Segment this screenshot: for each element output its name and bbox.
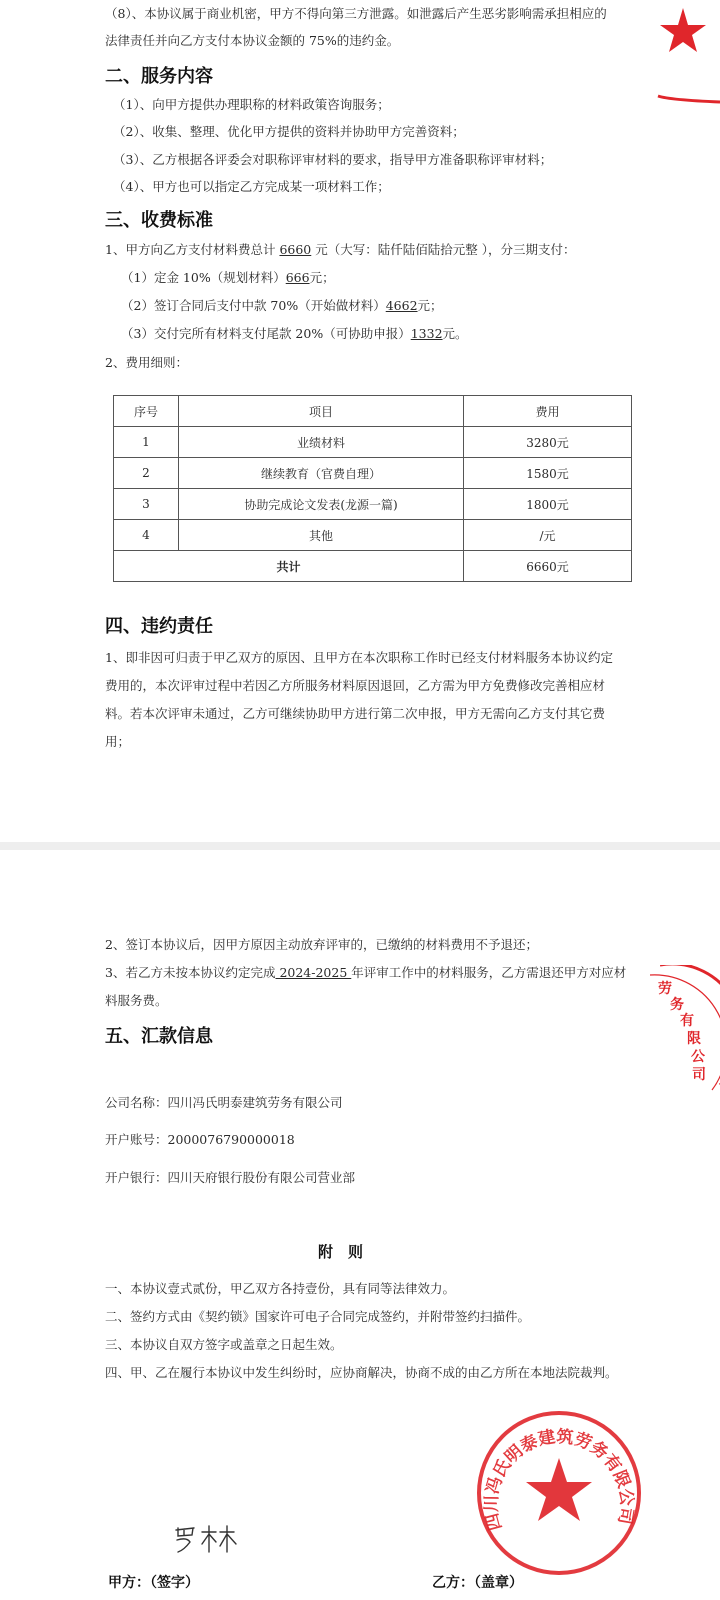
section-3-title: 三、收费标准 [105, 210, 213, 231]
table-cell: 3280元 [464, 427, 632, 458]
table-row [114, 489, 632, 520]
fee-suffix: 元（大写：陆仟陆佰陆拾元整 ），分三期支付： [315, 242, 576, 257]
party-a-signature-label: 甲方：（签字） [108, 1575, 199, 1591]
section-4-item-2: 2、签订本协议后，因甲方原因主动放弃评审的，已缴纳的材料费用不予退还； [105, 937, 538, 952]
installment-label: （1）定金 10%（规划材料） [121, 270, 286, 285]
installment-amount: 1332 [410, 326, 443, 341]
section-4-item-3 [105, 963, 626, 983]
installment-3 [121, 324, 468, 344]
section-2-title: 二、服务内容 [105, 66, 213, 87]
table-total-row [114, 551, 632, 582]
section-5-title: 五、汇款信息 [105, 1026, 213, 1047]
party-b-seal-label: 乙方：（盖章） [432, 1575, 523, 1591]
section-2-item-3: （3）、乙方根据各评委会对职称评审材料的要求，指导甲方准备职称评审材料； [113, 152, 553, 167]
table-total-label: 共计 [114, 551, 464, 582]
section-4-item-1-line: 用； [105, 734, 131, 749]
table-header-row [114, 396, 632, 427]
section-2-item-1: （1）、向甲方提供办理职称的材料政策咨询服务； [113, 97, 390, 112]
stamp-partial-top [640, 0, 720, 110]
installment-1 [121, 268, 335, 288]
appendix-item: 四、甲、乙在履行本协议中发生纠纷时，应协商解决，协商不成的由乙方所在本地法院裁判。 [105, 1365, 618, 1380]
account-number: 开户账号：2000076790000018 [105, 1132, 295, 1147]
table-header: 序号 [114, 396, 179, 427]
table-row [114, 427, 632, 458]
installment-unit: 元。 [442, 326, 468, 341]
page-break [0, 842, 720, 850]
table-cell: 协助完成论文发表(龙源一篇) [179, 489, 464, 520]
fee-prefix: 1、甲方向乙方支付材料费总计 [105, 242, 276, 257]
section-4-title: 四、违约责任 [105, 616, 213, 637]
table-cell: 1 [114, 427, 179, 458]
table-cell: 继续教育（官费自理） [179, 458, 464, 489]
appendix-item: 二、签约方式由《契约锁》国家许可电子合同完成签约，并附带签约扫描件。 [105, 1309, 531, 1324]
table-row [114, 520, 632, 551]
table-cell: 其他 [179, 520, 464, 551]
section-4-item-1-line: 费用的，本次评审过程中若因乙方所服务材料原因退回，乙方需为甲方免费修改完善相应材 [105, 678, 606, 693]
fee-total-amount: 6660 [279, 242, 312, 257]
installment-unit: 元； [417, 298, 443, 313]
installment-label: （3）交付完所有材料支付尾款 20%（可协助申报） [121, 326, 411, 341]
table-cell: 2 [114, 458, 179, 489]
section-2-item-4: （4）、甲方也可以指定乙方完成某一项材料工作； [113, 179, 390, 194]
table-header: 费用 [464, 396, 632, 427]
table-total-value: 6660元 [464, 551, 632, 582]
section-4-item-3-line2: 料服务费。 [105, 993, 168, 1008]
installment-2 [121, 296, 443, 316]
bank-name: 开户银行：四川天府银行股份有限公司营业部 [105, 1170, 356, 1185]
item3-suffix: 年评审工作中的材料服务，乙方需退还甲方对应材 [351, 965, 627, 980]
fee-table [113, 395, 632, 582]
company-name: 公司名称：四川冯氏明泰建筑劳务有限公司 [105, 1095, 343, 1110]
section-4-item-1-line: 料。若本次评审未通过，乙方可继续协助甲方进行第二次申报，甲方无需向乙方支付其它费 [105, 706, 606, 721]
item3-year: 2024-2025 [275, 965, 352, 980]
table-cell: 4 [114, 520, 179, 551]
clause-8-line2: 法律责任并向乙方支付本协议金额的 75%的违约金。 [105, 33, 400, 48]
company-seal [474, 1408, 644, 1578]
handwritten-signature [172, 1522, 242, 1556]
table-row [114, 458, 632, 489]
section-4-item-1-line: 1、即非因可归责于甲乙双方的原因、且甲方在本次职称工作时已经支付材料服务本协议约定 [105, 650, 613, 665]
svg-text:劳务有 限公司: 劳务有 限公司 [658, 981, 706, 1083]
item3-prefix: 3、若乙方未按本协议约定完成 [105, 965, 276, 980]
table-header: 项目 [179, 396, 464, 427]
installment-unit: 元； [309, 270, 335, 285]
section-2-item-2: （2）、收集、整理、优化甲方提供的资料并协助甲方完善资料； [113, 124, 465, 139]
appendix-item: 一、本协议壹式贰份，甲乙双方各持壹份，具有同等法律效力。 [105, 1281, 456, 1296]
table-cell: 3 [114, 489, 179, 520]
fee-detail-label: 2、费用细则： [105, 355, 188, 370]
installment-label: （2）签订合同后支付中款 70%（开始做材料） [121, 298, 386, 313]
fee-total-line [105, 240, 575, 260]
stamp-partial-right [640, 965, 720, 1095]
clause-8-line1: （8）、本协议属于商业机密，甲方不得向第三方泄露。如泄露后产生恶劣影响需承担相应的 [105, 6, 607, 21]
svg-text:四川冯氏明泰建筑劳务有限公司: 四川冯氏明泰建筑劳务有限公司 [481, 1426, 637, 1533]
table-cell: /元 [464, 520, 632, 551]
installment-amount: 666 [285, 270, 310, 285]
table-cell: 1800元 [464, 489, 632, 520]
installment-amount: 4662 [385, 298, 418, 313]
table-cell: 业绩材料 [179, 427, 464, 458]
appendix-item: 三、本协议自双方签字或盖章之日起生效。 [105, 1337, 343, 1352]
table-cell: 1580元 [464, 458, 632, 489]
appendix-title: 附 则 [318, 1243, 364, 1261]
